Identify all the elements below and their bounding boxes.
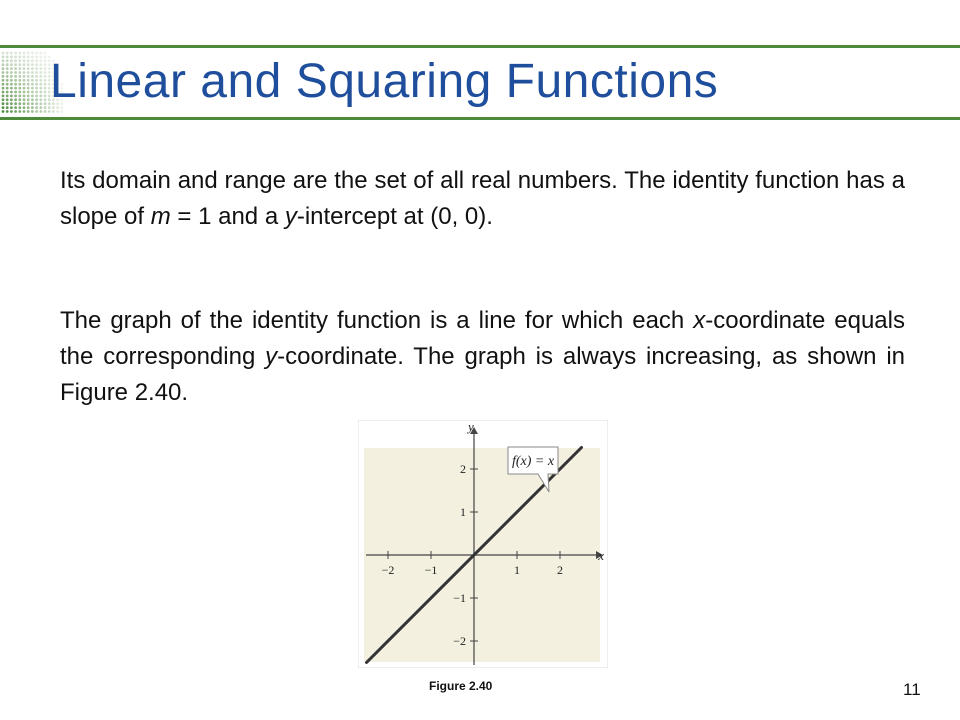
decoration-dot — [2, 79, 5, 82]
decoration-dot — [6, 52, 9, 55]
decoration-dot — [44, 95, 47, 98]
decoration-dot — [10, 71, 13, 74]
decoration-dot — [10, 52, 13, 55]
decoration-dot — [39, 102, 42, 105]
decoration-dot — [14, 59, 17, 62]
decoration-dot — [10, 63, 13, 66]
decoration-dot — [14, 87, 17, 90]
decoration-dot — [23, 67, 26, 70]
decoration-dot — [14, 63, 17, 66]
decoration-dot — [39, 52, 42, 55]
italic-variable: m — [150, 203, 171, 230]
decoration-dot — [14, 98, 17, 101]
decoration-dot — [10, 98, 13, 101]
decoration-dot — [6, 71, 9, 74]
decoration-dot — [35, 79, 38, 82]
decoration-dot — [2, 71, 5, 74]
decoration-dot — [35, 67, 38, 70]
decoration-dot — [23, 56, 26, 59]
decoration-dot — [39, 110, 42, 113]
text-segment: -intercept at (0, 0). — [296, 203, 493, 230]
decoration-dot — [35, 52, 38, 55]
y-axis-label: y — [468, 420, 474, 434]
decoration-dot — [23, 95, 26, 98]
decoration-dot — [35, 71, 38, 74]
decoration-dot — [18, 98, 21, 101]
decoration-dot — [27, 110, 30, 113]
decoration-dot — [14, 67, 17, 70]
decoration-dot — [6, 91, 9, 94]
function-label: f(x) = x — [511, 454, 555, 469]
decoration-dot — [2, 67, 5, 70]
decoration-dot — [2, 83, 5, 86]
decoration-dot — [23, 91, 26, 94]
decoration-dot — [6, 106, 9, 109]
decoration-dot — [35, 87, 38, 90]
decoration-dot — [35, 102, 38, 105]
decoration-dot — [35, 63, 38, 66]
decoration-dot — [6, 83, 9, 86]
decoration-dot — [31, 75, 34, 78]
decoration-dot — [31, 91, 34, 94]
decoration-dot — [6, 98, 9, 101]
decoration-dot — [39, 67, 42, 70]
decoration-dot — [6, 102, 9, 105]
decoration-dot — [23, 98, 26, 101]
decoration-dot — [18, 52, 21, 55]
decoration-dot — [39, 59, 42, 62]
decoration-dot — [27, 95, 30, 98]
decoration-dot — [2, 59, 5, 62]
decoration-dot — [35, 83, 38, 86]
decoration-dot — [27, 75, 30, 78]
decoration-dot — [10, 67, 13, 70]
decoration-dot — [14, 102, 17, 105]
decoration-dot — [44, 87, 47, 90]
decoration-dot — [18, 75, 21, 78]
decoration-dot — [18, 59, 21, 62]
decoration-dot — [23, 79, 26, 82]
decoration-dot — [6, 56, 9, 59]
decoration-dot — [44, 56, 47, 59]
decoration-dot — [39, 63, 42, 66]
decoration-dot — [14, 110, 17, 113]
paragraph-identity-graph — [60, 303, 905, 411]
decoration-dot — [18, 67, 21, 70]
page-number: 11 — [903, 680, 921, 699]
text-segment: -coordinate equals the corresponding — [60, 307, 905, 370]
decoration-dot — [2, 87, 5, 90]
text-segment: -coordinate. The graph is always increasing, as shown in Figure 2.40. — [60, 343, 906, 406]
decoration-dot — [39, 98, 42, 101]
decoration-dot — [14, 52, 17, 55]
decoration-dot — [23, 106, 26, 109]
decoration-dot — [27, 52, 30, 55]
decoration-dot — [44, 63, 47, 66]
x-tick-label: −1 — [424, 563, 438, 577]
decoration-dot — [35, 106, 38, 109]
decoration-dot — [18, 106, 21, 109]
decoration-dot — [35, 56, 38, 59]
decoration-dot — [2, 102, 5, 105]
decoration-dot — [35, 95, 38, 98]
decoration-dot — [39, 79, 42, 82]
decoration-dot — [27, 67, 30, 70]
decoration-dot — [27, 56, 30, 59]
decoration-dot — [27, 106, 30, 109]
decoration-dot — [6, 63, 9, 66]
decoration-dot — [18, 71, 21, 74]
decoration-dot — [14, 56, 17, 59]
decoration-dot — [35, 75, 38, 78]
decoration-dot — [31, 83, 34, 86]
decoration-dot — [10, 83, 13, 86]
decoration-dot — [44, 52, 47, 55]
decoration-dot — [31, 110, 34, 113]
decoration-dot — [10, 95, 13, 98]
decoration-dot — [18, 63, 21, 66]
decoration-dot — [35, 98, 38, 101]
decoration-dot — [18, 95, 21, 98]
x-tick-label: 2 — [557, 563, 563, 577]
decoration-dot — [31, 63, 34, 66]
decoration-dot — [14, 106, 17, 109]
y-tick-label: −1 — [453, 591, 466, 605]
figure-identity-function — [358, 420, 608, 668]
decoration-dot — [39, 95, 42, 98]
decoration-dot — [14, 91, 17, 94]
decoration-dot — [44, 59, 47, 62]
decoration-dot — [18, 110, 21, 113]
y-tick-label: 1 — [460, 505, 466, 519]
header-top-rule — [0, 45, 960, 48]
decoration-dot — [31, 87, 34, 90]
decoration-dot — [44, 110, 47, 113]
y-tick-label: 2 — [460, 462, 466, 476]
text-segment: The graph of the identity function is a line for which each — [60, 307, 694, 334]
decoration-dot — [27, 91, 30, 94]
decoration-dot — [10, 91, 13, 94]
decoration-dot — [44, 102, 47, 105]
decoration-dot — [39, 87, 42, 90]
decoration-dot — [27, 102, 30, 105]
decoration-dot — [6, 110, 9, 113]
decoration-dot — [2, 110, 5, 113]
decoration-dot — [44, 91, 47, 94]
italic-variable: x — [693, 307, 706, 334]
decoration-dot — [6, 67, 9, 70]
italic-variable: y — [265, 343, 278, 370]
decoration-dot — [14, 95, 17, 98]
decoration-dot — [2, 52, 5, 55]
decoration-dot — [39, 71, 42, 74]
decoration-dot — [23, 71, 26, 74]
decoration-dot — [2, 98, 5, 101]
decoration-dot — [27, 87, 30, 90]
x-tick-label: −2 — [381, 563, 395, 577]
decoration-dot — [35, 59, 38, 62]
decoration-dot — [18, 87, 21, 90]
decoration-dot — [18, 91, 21, 94]
decoration-dot — [31, 71, 34, 74]
decoration-dot — [10, 75, 13, 78]
decoration-dot — [6, 59, 9, 62]
decoration-dot — [18, 102, 21, 105]
decoration-dot — [6, 95, 9, 98]
italic-variable: y — [284, 203, 297, 230]
decoration-dot — [31, 56, 34, 59]
decoration-dot — [27, 63, 30, 66]
decoration-dot — [23, 110, 26, 113]
decoration-dot — [31, 98, 34, 101]
decoration-dot — [23, 102, 26, 105]
decoration-dot — [23, 52, 26, 55]
decoration-dot — [27, 59, 30, 62]
decoration-dot — [44, 83, 47, 86]
decoration-dot — [2, 63, 5, 66]
decoration-dot — [44, 75, 47, 78]
header-bottom-rule — [0, 117, 960, 120]
decoration-dot — [10, 102, 13, 105]
decoration-dot — [31, 102, 34, 105]
decoration-dot — [31, 79, 34, 82]
decoration-dot — [27, 83, 30, 86]
decoration-dot — [10, 106, 13, 109]
decoration-dot — [35, 110, 38, 113]
decoration-dot — [14, 71, 17, 74]
x-axis-label: x — [598, 548, 604, 563]
decoration-dot — [39, 91, 42, 94]
decoration-dot — [10, 59, 13, 62]
decoration-dot — [14, 83, 17, 86]
decoration-dot — [44, 71, 47, 74]
text-segment: = 1 and a — [170, 203, 285, 230]
decoration-dot — [31, 106, 34, 109]
decoration-dot — [18, 56, 21, 59]
decoration-dot — [2, 95, 5, 98]
decoration-dot — [23, 59, 26, 62]
decoration-dot — [23, 75, 26, 78]
text-segment: Its domain and range are the set of all real numbers. The identity function has a slope of — [60, 167, 905, 230]
decoration-dot — [10, 79, 13, 82]
decoration-dot — [14, 79, 17, 82]
decoration-dot — [27, 79, 30, 82]
decoration-dot — [44, 106, 47, 109]
decoration-dot — [2, 91, 5, 94]
x-tick-label: 1 — [514, 563, 520, 577]
decoration-dot — [31, 59, 34, 62]
decoration-dot — [39, 75, 42, 78]
decoration-dot — [31, 95, 34, 98]
decoration-dot — [6, 75, 9, 78]
decoration-dot — [44, 79, 47, 82]
decoration-dot — [39, 83, 42, 86]
decoration-dot — [31, 52, 34, 55]
decoration-dot — [18, 79, 21, 82]
decoration-dot — [23, 83, 26, 86]
decoration-dot — [39, 106, 42, 109]
decoration-dot — [10, 56, 13, 59]
decoration-dot — [2, 106, 5, 109]
y-tick-label: −2 — [453, 634, 466, 648]
decoration-dot — [2, 56, 5, 59]
figure-caption: Figure 2.40 — [429, 679, 493, 693]
decoration-dot — [10, 110, 13, 113]
decoration-dot — [6, 79, 9, 82]
decoration-dot — [39, 56, 42, 59]
paragraph-domain-range — [60, 163, 905, 235]
decoration-dot — [27, 71, 30, 74]
decoration-dot — [23, 63, 26, 66]
slide-title: Linear and Squaring Functions — [50, 55, 719, 108]
decoration-dot — [18, 83, 21, 86]
decoration-dot — [35, 91, 38, 94]
decoration-dot — [44, 98, 47, 101]
decoration-dot — [27, 98, 30, 101]
decoration-dot — [31, 67, 34, 70]
decoration-dot — [10, 87, 13, 90]
decoration-dot — [44, 67, 47, 70]
decoration-dot — [6, 87, 9, 90]
decoration-dot — [2, 75, 5, 78]
decoration-dot — [23, 87, 26, 90]
decoration-dot — [14, 75, 17, 78]
